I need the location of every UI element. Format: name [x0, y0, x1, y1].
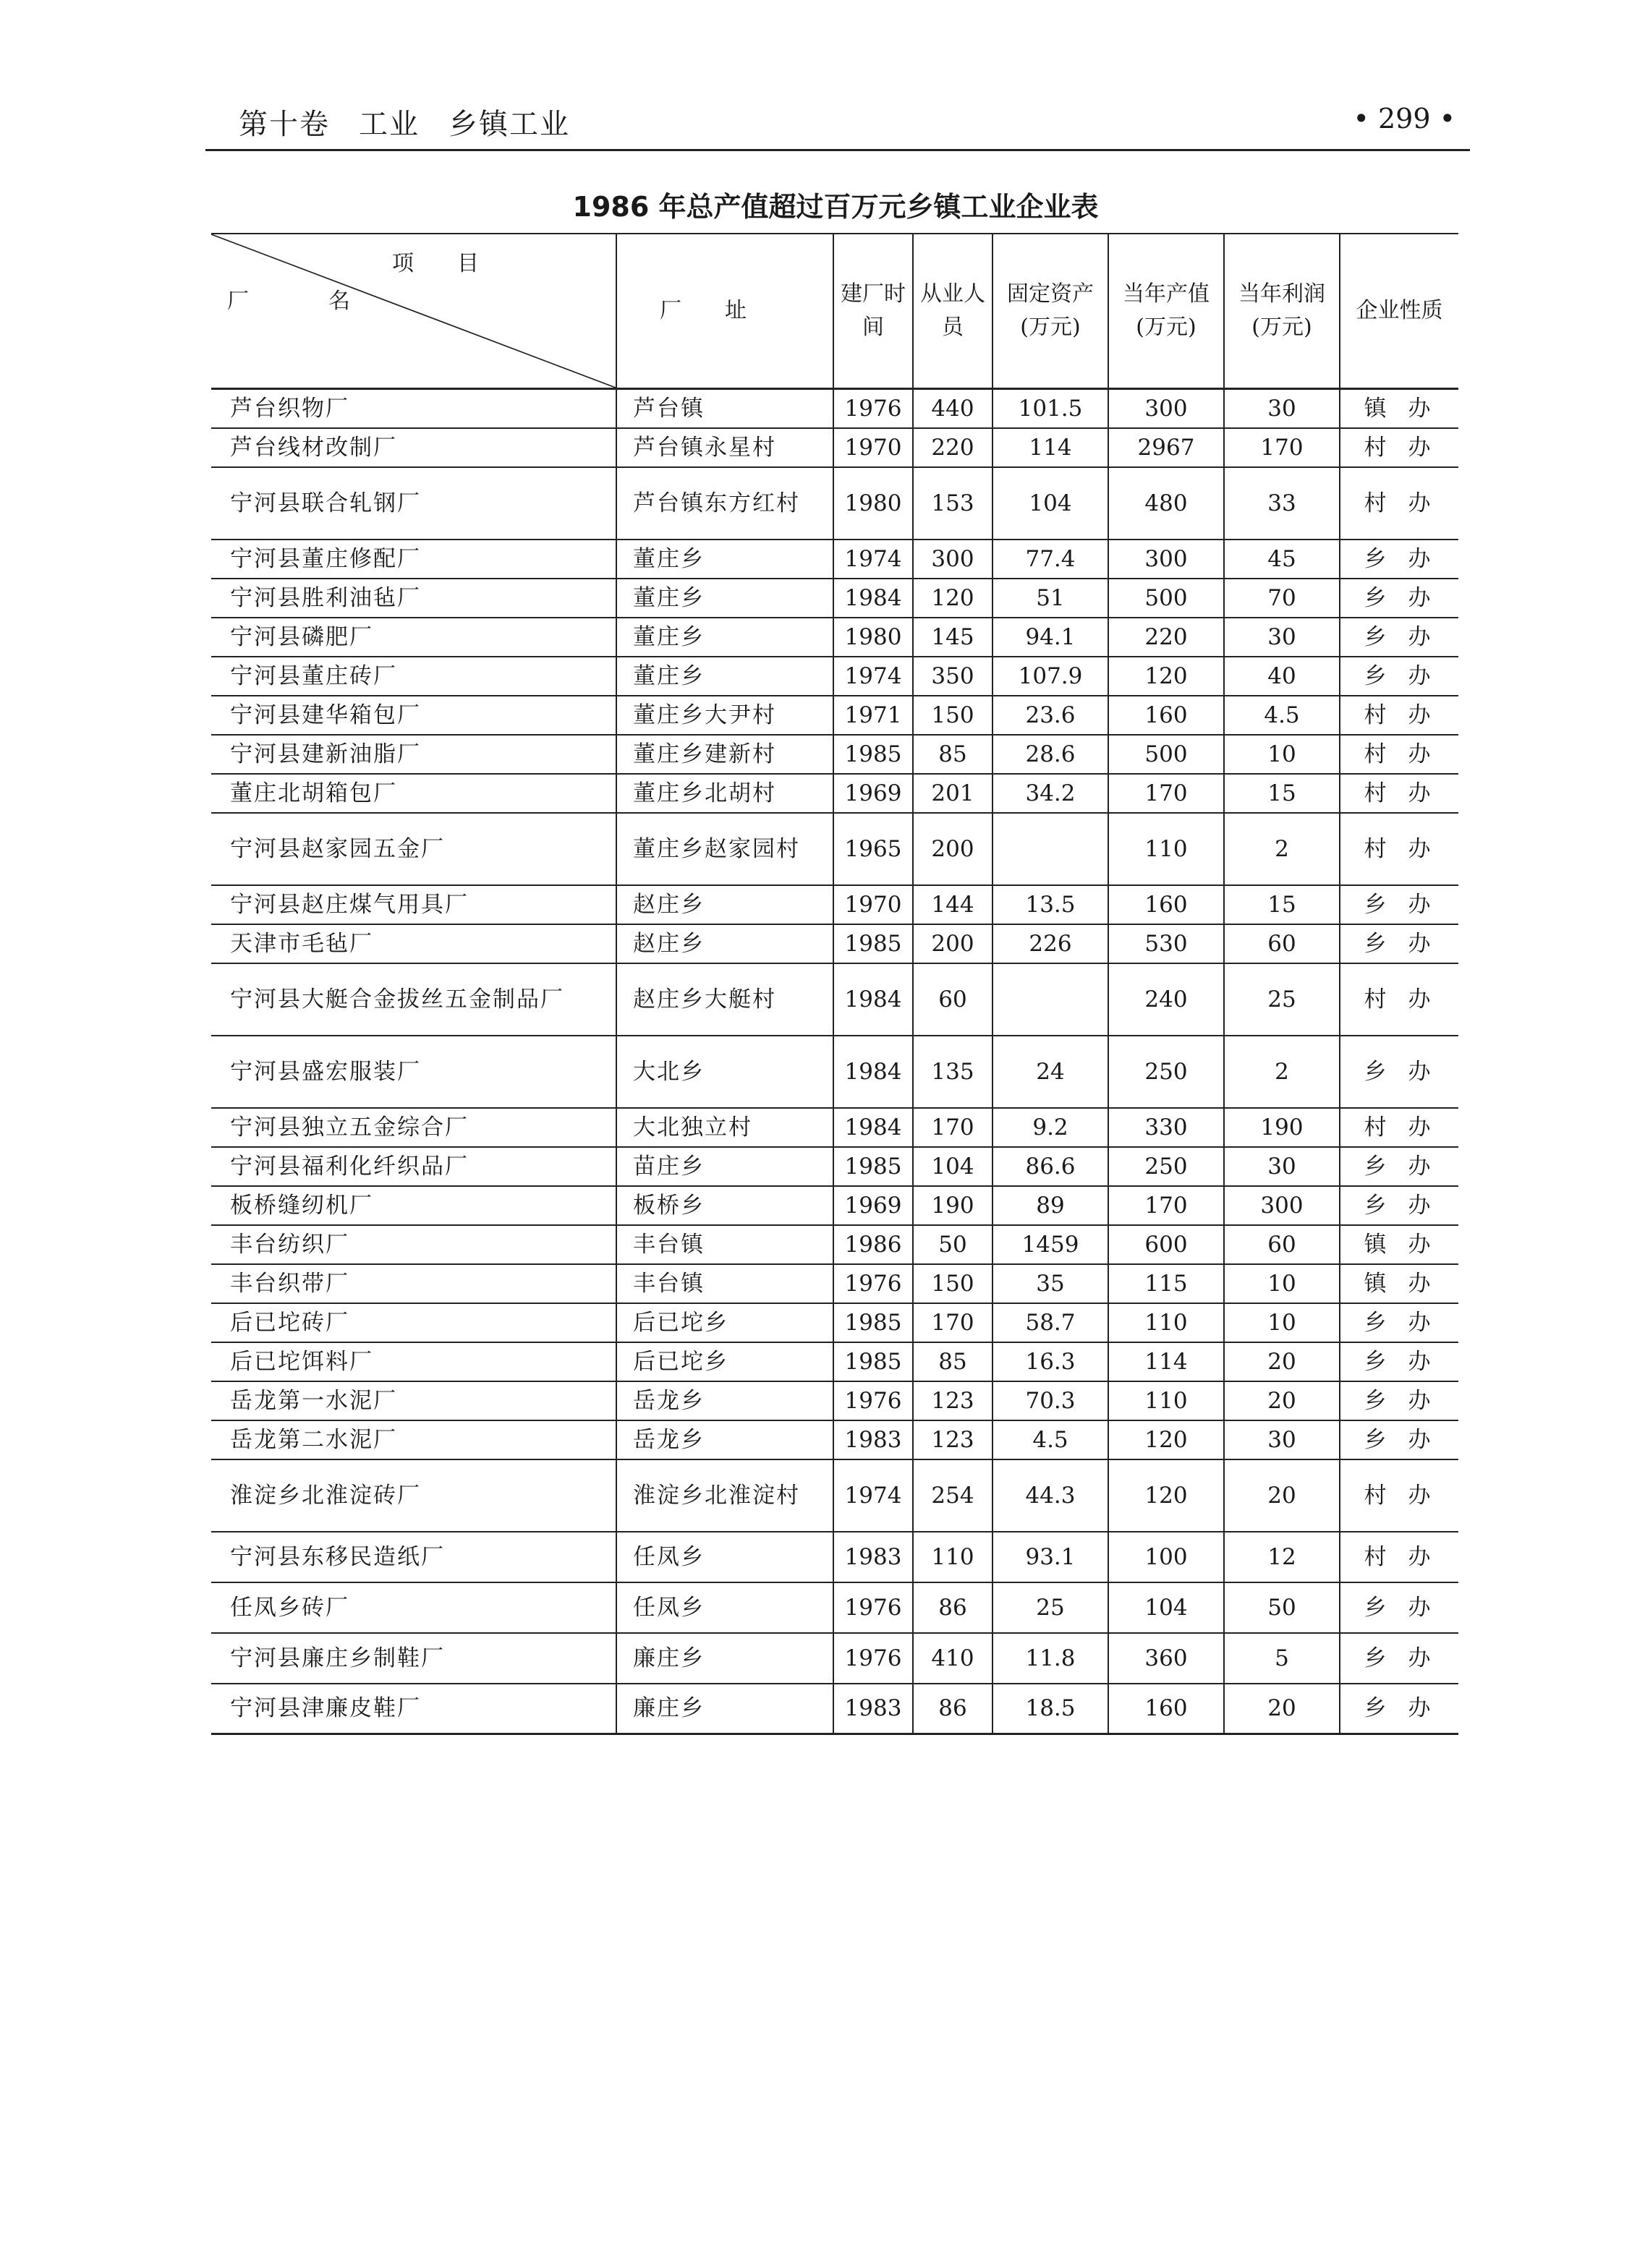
cell-profit: 30 [1224, 618, 1340, 657]
cell-nature: 乡办 [1340, 1420, 1458, 1459]
table-row [211, 389, 1458, 428]
cell-address: 芦台镇 [616, 389, 833, 428]
cell-factory-name: 宁河县建华箱包厂 [211, 696, 616, 735]
cell-address: 后已坨乡 [616, 1303, 833, 1342]
table-row [211, 1147, 1458, 1186]
cell-address: 董庄乡北胡村 [616, 774, 833, 813]
table-row [211, 813, 1458, 885]
col-header-employees: 从业人员 [913, 234, 992, 389]
cell-factory-name: 任凤乡砖厂 [211, 1582, 616, 1633]
cell-nature: 乡办 [1340, 1342, 1458, 1381]
cell-output: 110 [1108, 813, 1224, 885]
cell-address: 廉庄乡 [616, 1633, 833, 1684]
cell-address: 大北独立村 [616, 1108, 833, 1147]
cell-fixed-assets: 1459 [992, 1225, 1108, 1264]
cell-fixed-assets: 86.6 [992, 1147, 1108, 1186]
cell-output: 480 [1108, 467, 1224, 540]
cell-factory-name: 宁河县东移民造纸厂 [211, 1532, 616, 1582]
cell-nature: 乡办 [1340, 618, 1458, 657]
cell-address: 董庄乡大尹村 [616, 696, 833, 735]
cell-year: 1983 [833, 1420, 913, 1459]
cell-year: 1985 [833, 1303, 913, 1342]
cell-address: 董庄乡 [616, 618, 833, 657]
cell-address: 后已坨乡 [616, 1342, 833, 1381]
table-row [211, 618, 1458, 657]
cell-year: 1969 [833, 774, 913, 813]
cell-profit: 10 [1224, 735, 1340, 774]
cell-year: 1985 [833, 735, 913, 774]
cell-fixed-assets: 51 [992, 579, 1108, 618]
cell-employees: 60 [913, 963, 992, 1036]
cell-nature: 乡办 [1340, 1381, 1458, 1420]
cell-output: 115 [1108, 1264, 1224, 1303]
cell-year: 1974 [833, 1459, 913, 1532]
cell-address: 岳龙乡 [616, 1381, 833, 1420]
cell-profit: 70 [1224, 579, 1340, 618]
cell-fixed-assets: 94.1 [992, 618, 1108, 657]
cell-year: 1976 [833, 1381, 913, 1420]
cell-factory-name: 宁河县廉庄乡制鞋厂 [211, 1633, 616, 1684]
cell-profit: 15 [1224, 885, 1340, 924]
cell-year: 1970 [833, 885, 913, 924]
cell-address: 董庄乡 [616, 657, 833, 696]
cell-factory-name: 岳龙第一水泥厂 [211, 1381, 616, 1420]
table-row [211, 1459, 1458, 1532]
cell-fixed-assets: 101.5 [992, 389, 1108, 428]
cell-fixed-assets: 35 [992, 1264, 1108, 1303]
cell-output: 110 [1108, 1381, 1224, 1420]
page-number: • 299 • [1353, 103, 1455, 135]
table-row [211, 1036, 1458, 1108]
col-header-address: 厂址 [616, 234, 833, 389]
cell-factory-name: 宁河县联合轧钢厂 [211, 467, 616, 540]
cell-output: 600 [1108, 1225, 1224, 1264]
table-row [211, 1381, 1458, 1420]
cell-profit: 45 [1224, 540, 1340, 579]
cell-output: 170 [1108, 774, 1224, 813]
cell-year: 1984 [833, 1036, 913, 1108]
cell-nature: 镇办 [1340, 1264, 1458, 1303]
cell-nature: 镇办 [1340, 1225, 1458, 1264]
cell-year: 1983 [833, 1532, 913, 1582]
cell-output: 170 [1108, 1186, 1224, 1225]
cell-profit: 20 [1224, 1342, 1340, 1381]
cell-employees: 86 [913, 1582, 992, 1633]
cell-employees: 110 [913, 1532, 992, 1582]
cell-factory-name: 宁河县津廉皮鞋厂 [211, 1684, 616, 1734]
cell-year: 1980 [833, 467, 913, 540]
cell-profit: 300 [1224, 1186, 1340, 1225]
cell-factory-name: 宁河县独立五金综合厂 [211, 1108, 616, 1147]
table-row [211, 1303, 1458, 1342]
cell-fixed-assets: 77.4 [992, 540, 1108, 579]
cell-fixed-assets: 226 [992, 924, 1108, 963]
table-row [211, 1108, 1458, 1147]
diagonal-name-label: 厂名 [227, 289, 430, 314]
table-row [211, 540, 1458, 579]
cell-employees: 144 [913, 885, 992, 924]
cell-fixed-assets: 13.5 [992, 885, 1108, 924]
table-row [211, 735, 1458, 774]
table-row [211, 885, 1458, 924]
cell-address: 董庄乡 [616, 540, 833, 579]
cell-year: 1985 [833, 924, 913, 963]
cell-profit: 4.5 [1224, 696, 1340, 735]
cell-address: 任凤乡 [616, 1582, 833, 1633]
cell-address: 大北乡 [616, 1036, 833, 1108]
cell-output: 220 [1108, 618, 1224, 657]
cell-year: 1974 [833, 657, 913, 696]
cell-fixed-assets: 93.1 [992, 1532, 1108, 1582]
table-row [211, 1633, 1458, 1684]
cell-factory-name: 淮淀乡北淮淀砖厂 [211, 1459, 616, 1532]
cell-factory-name: 宁河县赵庄煤气用具厂 [211, 885, 616, 924]
cell-employees: 220 [913, 428, 992, 467]
cell-year: 1985 [833, 1342, 913, 1381]
chapter-label: 第十卷 [239, 108, 330, 141]
cell-employees: 300 [913, 540, 992, 579]
cell-employees: 170 [913, 1108, 992, 1147]
cell-output: 500 [1108, 579, 1224, 618]
cell-fixed-assets: 28.6 [992, 735, 1108, 774]
cell-factory-name: 宁河县磷肥厂 [211, 618, 616, 657]
cell-factory-name: 岳龙第二水泥厂 [211, 1420, 616, 1459]
header-rule [205, 149, 1470, 151]
cell-fixed-assets: 11.8 [992, 1633, 1108, 1684]
cell-year: 1986 [833, 1225, 913, 1264]
cell-nature: 乡办 [1340, 1684, 1458, 1734]
cell-employees: 200 [913, 924, 992, 963]
cell-nature: 村办 [1340, 1532, 1458, 1582]
cell-address: 丰台镇 [616, 1225, 833, 1264]
cell-output: 120 [1108, 657, 1224, 696]
cell-nature: 乡办 [1340, 1633, 1458, 1684]
table-row [211, 428, 1458, 467]
cell-year: 1974 [833, 540, 913, 579]
cell-nature: 镇办 [1340, 389, 1458, 428]
table-header-row [211, 234, 1458, 389]
cell-year: 1971 [833, 696, 913, 735]
col-header-nature: 企业性质 [1340, 234, 1458, 389]
cell-output: 100 [1108, 1532, 1224, 1582]
cell-output: 250 [1108, 1036, 1224, 1108]
cell-employees: 410 [913, 1633, 992, 1684]
subsection-label: 乡镇工业 [449, 108, 570, 141]
cell-output: 500 [1108, 735, 1224, 774]
cell-nature: 乡办 [1340, 579, 1458, 618]
cell-address: 廉庄乡 [616, 1684, 833, 1734]
cell-fixed-assets: 16.3 [992, 1342, 1108, 1381]
cell-profit: 10 [1224, 1303, 1340, 1342]
table-row [211, 1342, 1458, 1381]
cell-profit: 10 [1224, 1264, 1340, 1303]
cell-nature: 乡办 [1340, 657, 1458, 696]
cell-year: 1976 [833, 1633, 913, 1684]
cell-factory-name: 天津市毛毡厂 [211, 924, 616, 963]
cell-year: 1984 [833, 579, 913, 618]
cell-output: 120 [1108, 1420, 1224, 1459]
cell-employees: 86 [913, 1684, 992, 1734]
cell-employees: 123 [913, 1420, 992, 1459]
cell-address: 苗庄乡 [616, 1147, 833, 1186]
cell-nature: 乡办 [1340, 924, 1458, 963]
cell-factory-name: 宁河县建新油脂厂 [211, 735, 616, 774]
cell-employees: 150 [913, 696, 992, 735]
cell-employees: 145 [913, 618, 992, 657]
cell-nature: 乡办 [1340, 885, 1458, 924]
cell-output: 300 [1108, 389, 1224, 428]
cell-profit: 5 [1224, 1633, 1340, 1684]
cell-output: 300 [1108, 540, 1224, 579]
cell-employees: 440 [913, 389, 992, 428]
cell-output: 530 [1108, 924, 1224, 963]
cell-year: 1965 [833, 813, 913, 885]
cell-nature: 乡办 [1340, 1582, 1458, 1633]
cell-fixed-assets: 114 [992, 428, 1108, 467]
cell-nature: 乡办 [1340, 1036, 1458, 1108]
cell-factory-name: 芦台线材改制厂 [211, 428, 616, 467]
cell-year: 1976 [833, 1582, 913, 1633]
cell-employees: 254 [913, 1459, 992, 1532]
col-header-fixed-assets: 固定资产(万元) [992, 234, 1108, 389]
cell-profit: 30 [1224, 1420, 1340, 1459]
cell-profit: 20 [1224, 1684, 1340, 1734]
cell-address: 任凤乡 [616, 1532, 833, 1582]
cell-year: 1980 [833, 618, 913, 657]
table-row [211, 1225, 1458, 1264]
section-label: 工业 [359, 108, 420, 141]
cell-profit: 60 [1224, 1225, 1340, 1264]
cell-address: 芦台镇永星村 [616, 428, 833, 467]
table-row [211, 1684, 1458, 1734]
cell-fixed-assets: 18.5 [992, 1684, 1108, 1734]
cell-fixed-assets [992, 813, 1108, 885]
cell-year: 1976 [833, 389, 913, 428]
table-row [211, 774, 1458, 813]
cell-profit: 15 [1224, 774, 1340, 813]
cell-nature: 村办 [1340, 1108, 1458, 1147]
cell-address: 赵庄乡 [616, 924, 833, 963]
cell-nature: 乡办 [1340, 540, 1458, 579]
cell-address: 董庄乡建新村 [616, 735, 833, 774]
cell-profit: 30 [1224, 389, 1340, 428]
cell-output: 110 [1108, 1303, 1224, 1342]
cell-factory-name: 丰台纺织厂 [211, 1225, 616, 1264]
cell-factory-name: 董庄北胡箱包厂 [211, 774, 616, 813]
cell-employees: 85 [913, 735, 992, 774]
cell-profit: 190 [1224, 1108, 1340, 1147]
cell-fixed-assets: 34.2 [992, 774, 1108, 813]
cell-factory-name: 宁河县董庄砖厂 [211, 657, 616, 696]
cell-employees: 153 [913, 467, 992, 540]
cell-employees: 150 [913, 1264, 992, 1303]
cell-nature: 村办 [1340, 735, 1458, 774]
cell-profit: 25 [1224, 963, 1340, 1036]
cell-fixed-assets: 70.3 [992, 1381, 1108, 1420]
cell-address: 董庄乡 [616, 579, 833, 618]
cell-employees: 170 [913, 1303, 992, 1342]
table-row [211, 1264, 1458, 1303]
cell-nature: 乡办 [1340, 1303, 1458, 1342]
cell-address: 赵庄乡 [616, 885, 833, 924]
cell-employees: 190 [913, 1186, 992, 1225]
table-row [211, 963, 1458, 1036]
cell-fixed-assets: 89 [992, 1186, 1108, 1225]
cell-address: 赵庄乡大艇村 [616, 963, 833, 1036]
cell-nature: 乡办 [1340, 1147, 1458, 1186]
cell-profit: 50 [1224, 1582, 1340, 1633]
cell-nature: 村办 [1340, 467, 1458, 540]
cell-output: 160 [1108, 885, 1224, 924]
table-row [211, 657, 1458, 696]
cell-fixed-assets: 9.2 [992, 1108, 1108, 1147]
cell-factory-name: 丰台织带厂 [211, 1264, 616, 1303]
cell-factory-name: 板桥缝纫机厂 [211, 1186, 616, 1225]
table-body [211, 389, 1458, 1734]
cell-fixed-assets: 24 [992, 1036, 1108, 1108]
cell-year: 1976 [833, 1264, 913, 1303]
diagonal-item-label: 项目 [392, 251, 522, 276]
cell-profit: 170 [1224, 428, 1340, 467]
cell-address: 岳龙乡 [616, 1420, 833, 1459]
cell-employees: 85 [913, 1342, 992, 1381]
cell-year: 1985 [833, 1147, 913, 1186]
col-header-profit: 当年利润(万元) [1224, 234, 1340, 389]
cell-nature: 村办 [1340, 1459, 1458, 1532]
cell-profit: 12 [1224, 1532, 1340, 1582]
cell-factory-name: 后已坨饵料厂 [211, 1342, 616, 1381]
cell-profit: 33 [1224, 467, 1340, 540]
cell-output: 240 [1108, 963, 1224, 1036]
cell-employees: 201 [913, 774, 992, 813]
cell-year: 1984 [833, 1108, 913, 1147]
cell-factory-name: 宁河县福利化纤织品厂 [211, 1147, 616, 1186]
table-row [211, 1186, 1458, 1225]
cell-employees: 350 [913, 657, 992, 696]
cell-fixed-assets: 44.3 [992, 1459, 1108, 1532]
cell-fixed-assets: 58.7 [992, 1303, 1108, 1342]
cell-factory-name: 芦台织物厂 [211, 389, 616, 428]
cell-output: 360 [1108, 1633, 1224, 1684]
cell-profit: 60 [1224, 924, 1340, 963]
table-row [211, 696, 1458, 735]
cell-fixed-assets: 25 [992, 1582, 1108, 1633]
cell-profit: 20 [1224, 1381, 1340, 1420]
cell-address: 丰台镇 [616, 1264, 833, 1303]
cell-year: 1970 [833, 428, 913, 467]
cell-employees: 120 [913, 579, 992, 618]
col-header-year: 建厂时间 [833, 234, 913, 389]
cell-fixed-assets [992, 963, 1108, 1036]
cell-year: 1969 [833, 1186, 913, 1225]
cell-fixed-assets: 4.5 [992, 1420, 1108, 1459]
cell-factory-name: 宁河县盛宏服装厂 [211, 1036, 616, 1108]
cell-address: 淮淀乡北淮淀村 [616, 1459, 833, 1532]
table-row [211, 1582, 1458, 1633]
diagonal-header-cell [211, 234, 616, 389]
cell-output: 120 [1108, 1459, 1224, 1532]
col-header-output: 当年产值(万元) [1108, 234, 1224, 389]
cell-nature: 村办 [1340, 696, 1458, 735]
cell-profit: 20 [1224, 1459, 1340, 1532]
cell-profit: 2 [1224, 1036, 1340, 1108]
cell-employees: 123 [913, 1381, 992, 1420]
cell-output: 2967 [1108, 428, 1224, 467]
cell-factory-name: 宁河县董庄修配厂 [211, 540, 616, 579]
cell-fixed-assets: 23.6 [992, 696, 1108, 735]
cell-nature: 村办 [1340, 428, 1458, 467]
cell-employees: 50 [913, 1225, 992, 1264]
table-row [211, 924, 1458, 963]
cell-factory-name: 宁河县胜利油毡厂 [211, 579, 616, 618]
cell-address: 董庄乡赵家园村 [616, 813, 833, 885]
table-row [211, 579, 1458, 618]
cell-fixed-assets: 107.9 [992, 657, 1108, 696]
table-row [211, 1532, 1458, 1582]
enterprise-table [211, 233, 1458, 1735]
cell-address: 芦台镇东方红村 [616, 467, 833, 540]
cell-year: 1984 [833, 963, 913, 1036]
cell-profit: 30 [1224, 1147, 1340, 1186]
cell-output: 160 [1108, 1684, 1224, 1734]
cell-profit: 40 [1224, 657, 1340, 696]
cell-output: 104 [1108, 1582, 1224, 1633]
cell-output: 250 [1108, 1147, 1224, 1186]
cell-nature: 村办 [1340, 774, 1458, 813]
cell-output: 330 [1108, 1108, 1224, 1147]
cell-profit: 2 [1224, 813, 1340, 885]
table-row [211, 467, 1458, 540]
cell-employees: 104 [913, 1147, 992, 1186]
cell-factory-name: 宁河县大艇合金拔丝五金制品厂 [211, 963, 616, 1036]
cell-year: 1983 [833, 1684, 913, 1734]
cell-nature: 村办 [1340, 963, 1458, 1036]
table-row [211, 1420, 1458, 1459]
cell-factory-name: 宁河县赵家园五金厂 [211, 813, 616, 885]
cell-output: 114 [1108, 1342, 1224, 1381]
table-title: 1986 年总产值超过百万元乡镇工业企业表 [572, 191, 1099, 223]
cell-employees: 200 [913, 813, 992, 885]
cell-address: 板桥乡 [616, 1186, 833, 1225]
cell-nature: 村办 [1340, 813, 1458, 885]
cell-fixed-assets: 104 [992, 467, 1108, 540]
cell-output: 160 [1108, 696, 1224, 735]
cell-nature: 乡办 [1340, 1186, 1458, 1225]
cell-factory-name: 后已坨砖厂 [211, 1303, 616, 1342]
running-head [239, 101, 570, 142]
cell-employees: 135 [913, 1036, 992, 1108]
